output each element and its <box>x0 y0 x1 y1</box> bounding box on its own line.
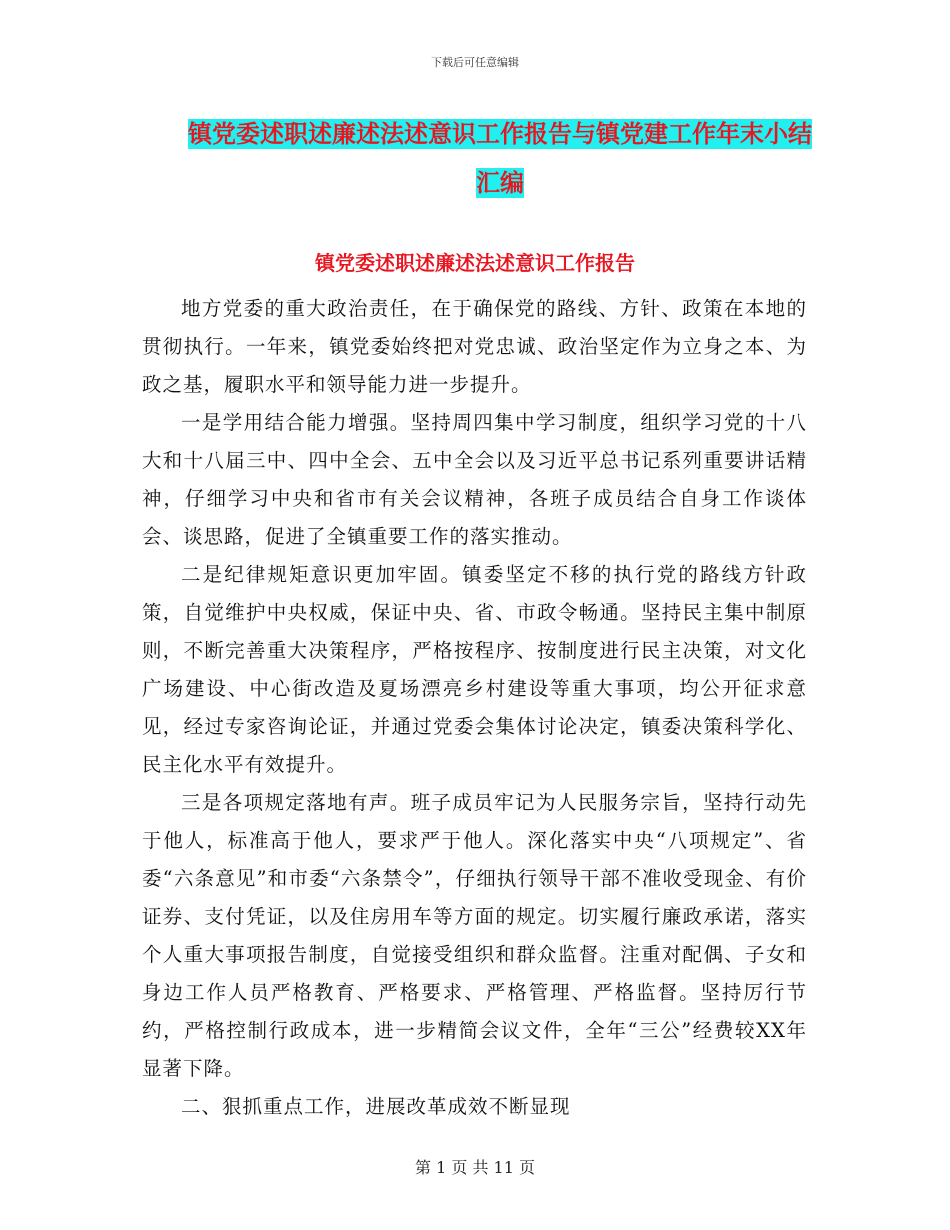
document-body <box>142 290 807 1126</box>
header-note: 下载后可任意编辑 <box>431 56 519 69</box>
page-number: 第 1 页 共 11 页 <box>415 1158 535 1177</box>
paragraph: 二、狠抓重点工作，进展改革成效不断显现 <box>181 1095 571 1118</box>
paragraph: 地方党委的重大政治责任，在于确保党的路线、方针、政策在本地的贯彻执行。一年来，镇党委始终把对党忠诚、政治坚定作为立身之本、为政之基，履职水平和领导能力进一步提升。 <box>142 297 807 396</box>
document-title <box>180 110 820 208</box>
paragraph: 三是各项规定落地有声。班子成员牢记为人民服务宗旨，坚持行动先于他人，标准高于他人，要求严于他人。深化落实中央“八项规定”、省委“六条意见”和市委“六条禁令”，仔细执行领导干部不准收受现金、有价证券、支付凭证，以及住房用车等方面的规定。切实履行廉政承诺，落实个人重大事项报告制度，自觉接受组织和群众监督。注重对配偶、子女和身边工作人员严格教育、严格要求、严格管理、严格监督。坚持厉行节约，严格控制行政成本，进一步精简会议文件，全年“三公”经费较XX年显著下降。 <box>142 791 807 1080</box>
paragraph: 一是学用结合能力增强。坚持周四集中学习制度，组织学习党的十八大和十八届三中、四中全会、五中全会以及习近平总书记系列重要讲话精神，仔细学习中央和省市有关会议精神，各班子成员结合自身工作谈体会、谈思路，促进了全镇重要工作的落实推动。 <box>142 411 807 548</box>
document-title-text: 镇党委述职述廉述法述意识工作报告与镇党建工作年末小结汇编 <box>188 120 812 197</box>
paragraph: 二是纪律规矩意识更加牢固。镇委坚定不移的执行党的路线方针政策，自觉维护中央权威，保证中央、省、市政令畅通。坚持民主集中制原则，不断完善重大决策程序，严格按程序、按制度进行民主决策，对文化广场建设、中心街改造及夏场漂亮乡村建设等重大事项，均公开征求意见，经过专家咨询论证，并通过党委会集体讨论决定，镇委决策科学化、民主化水平有效提升。 <box>142 563 807 776</box>
section-title: 镇党委述职述廉述法述意识工作报告 <box>315 251 635 275</box>
